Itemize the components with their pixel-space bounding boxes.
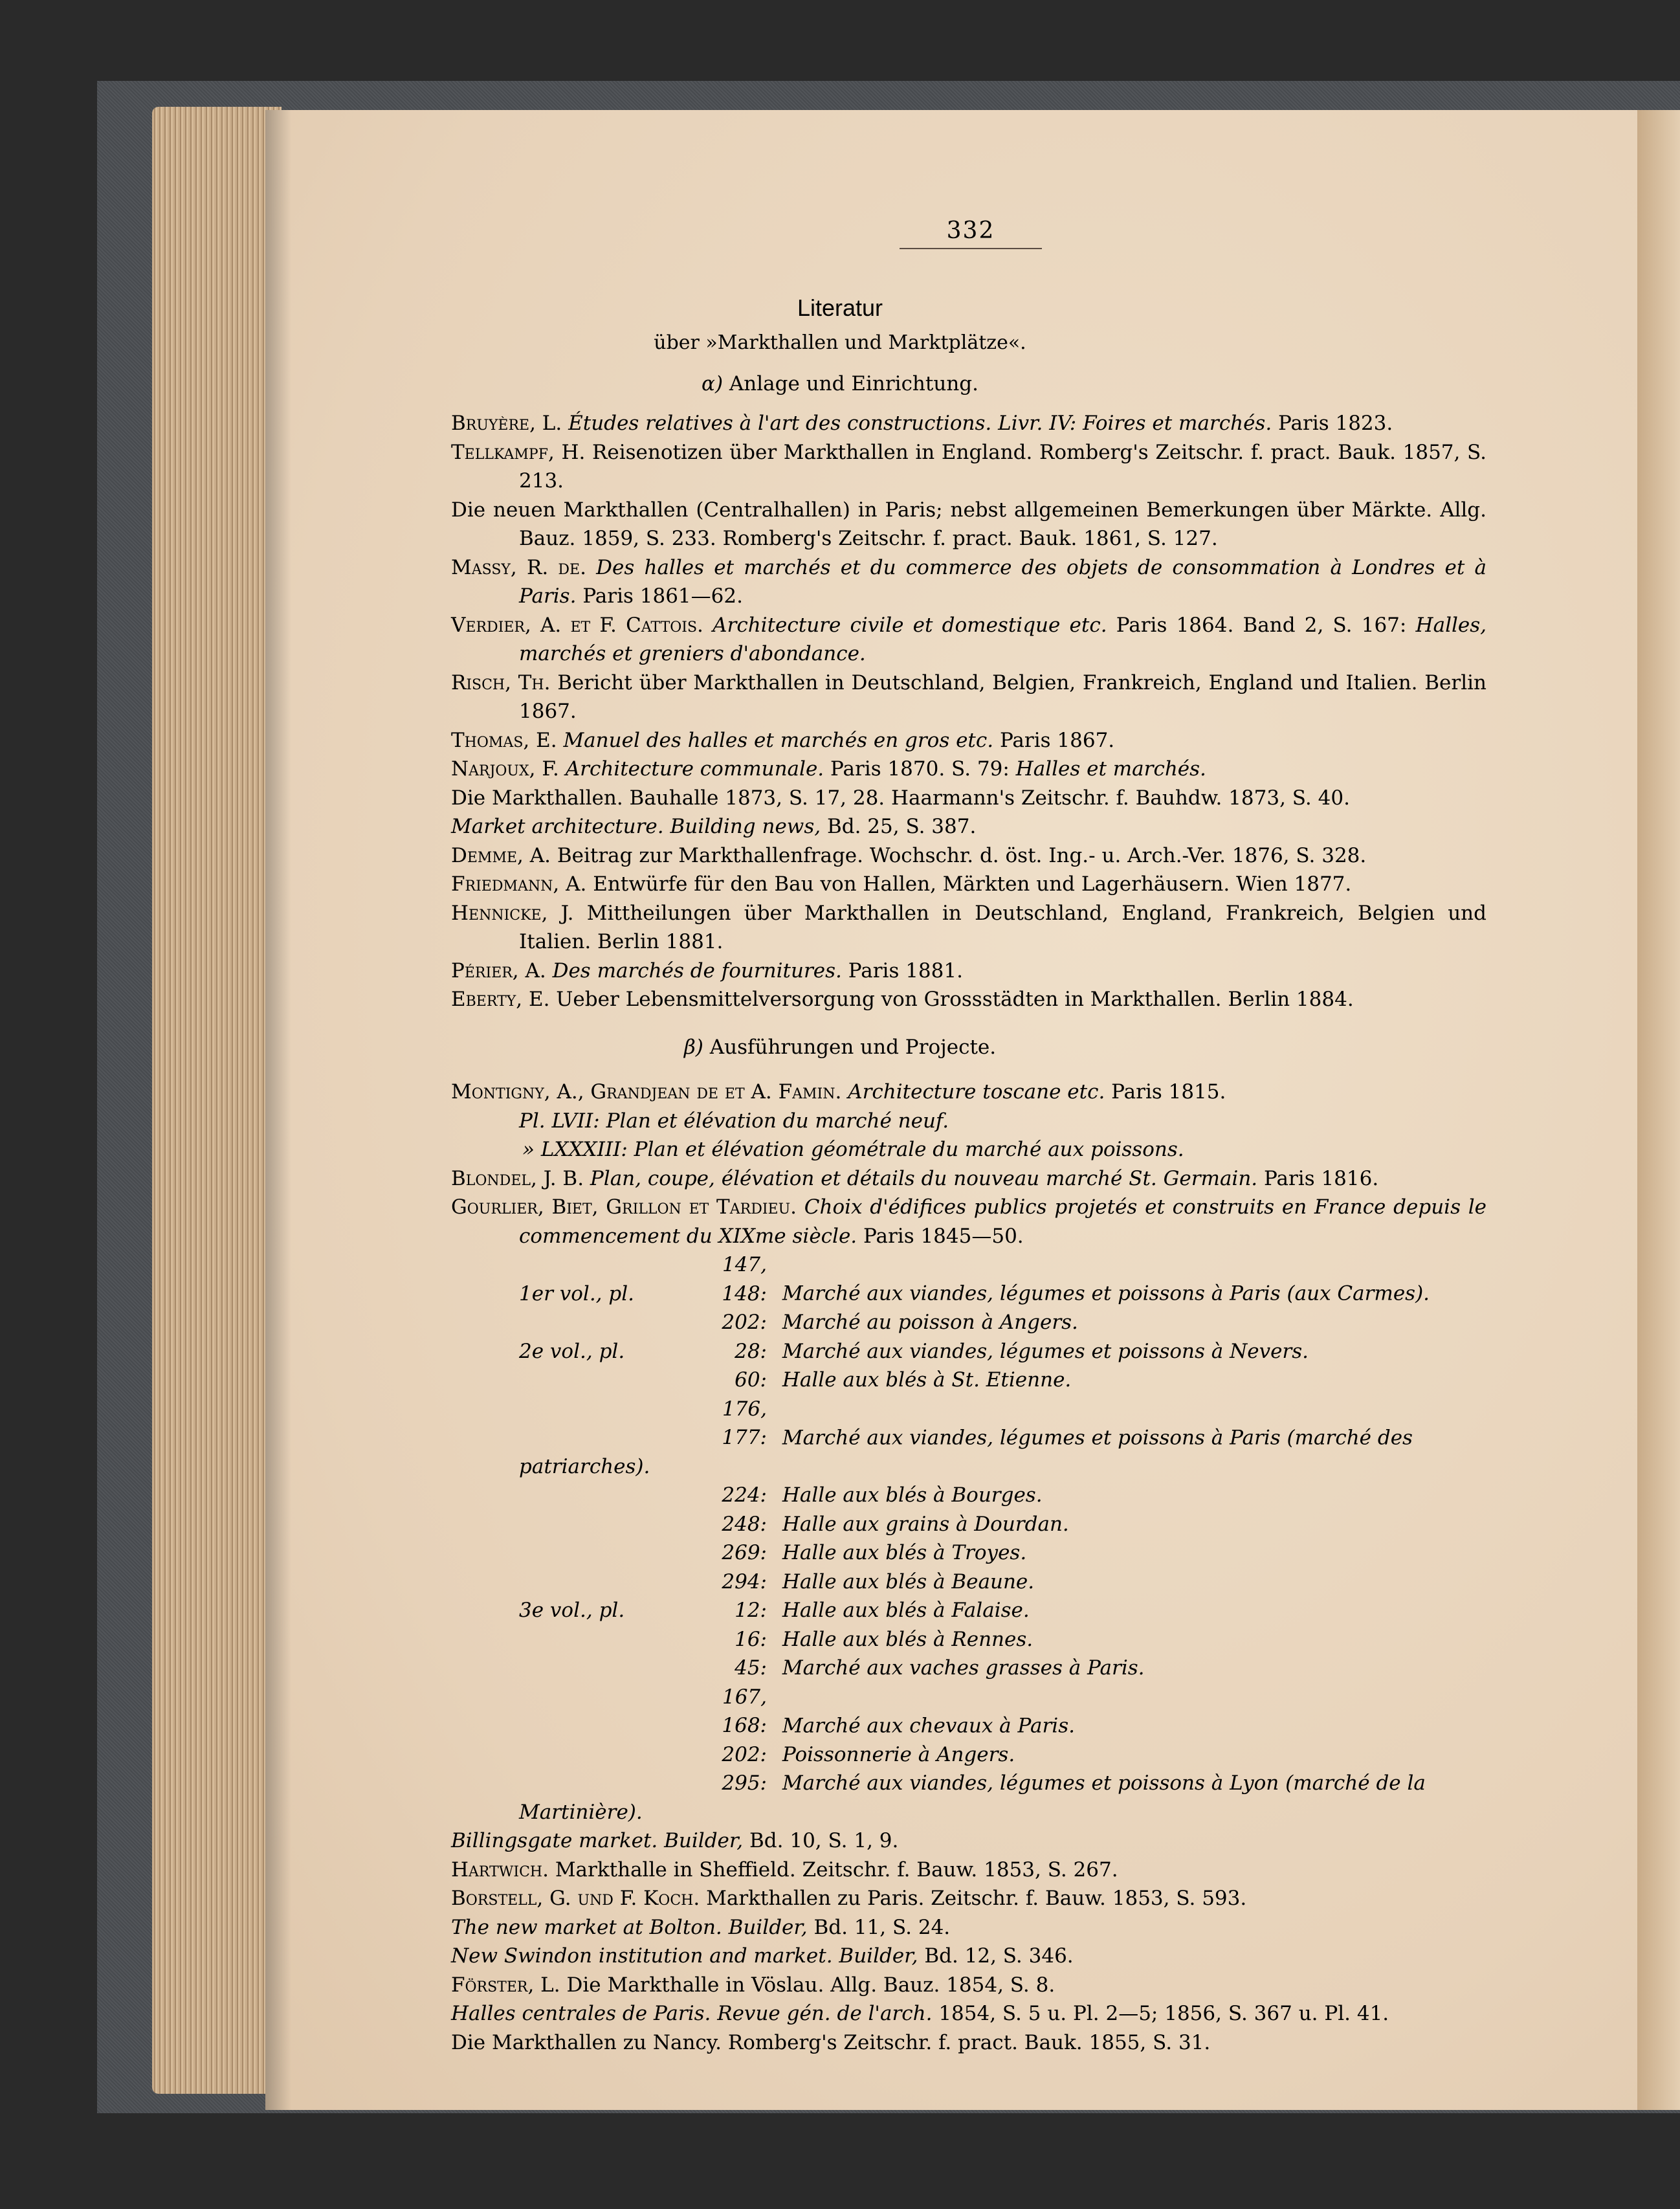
bibliography-entry: Borstell, G. und F. Koch. Markthallen zu Paris. Zeitschr. f. Bauw. 1853, S. 593. [451,1887,1247,1910]
plate-entry [451,1510,1487,1539]
plate-description: Marché aux viandes, légumes et poissons à Paris (aux Carmes). [782,1282,1430,1305]
plate-entry [451,1337,1487,1366]
plate-description: Halle aux blés à Beaune. [782,1570,1035,1593]
bibliography-entry: Förster, L. Die Markthalle in Vöslau. Allg. Bauz. 1854, S. 8. [451,1973,1056,1997]
plate-number: 176, 177: [722,1397,767,1449]
plate-entry [451,1538,1487,1568]
plate-entry [451,1481,1487,1510]
bibliography-entry: Risch, Th. Bericht über Markthallen in Deutschland, Belgien, Frankreich, England und Italien. Berlin 1867. [451,671,1487,723]
bibliography-entry: Die Markthallen. Bauhalle 1873, S. 17, 28. Haarmann's Zeitschr. f. Bauhdw. 1873, S. 40. [451,786,1350,810]
plate-entry [451,1683,1487,1740]
plate-description: Halle aux blés à Falaise. [782,1599,1030,1622]
plate-description: Halle aux grains à Dourdan. [782,1512,1069,1536]
plate-entry [451,1568,1487,1597]
bibliography-entry: Billingsgate market. Builder, Bd. 10, S. 1, 9. [451,1829,899,1852]
bibliography-entry: Blondel, J. B. Plan, coupe, élévation et détails du nouveau marché St. Germain. Paris 1816. [451,1166,1379,1190]
plate-number: 28: [735,1339,767,1363]
bibliography-entry: Verdier, A. et F. Cattois. Architecture civile et domestique etc. Paris 1864. Band 2, S. 167: Halles, marchés et greniers d'abondance. [451,613,1487,665]
plate-entry [451,1596,1487,1625]
section-heading-text: Ausführungen und Projecte. [709,1036,997,1059]
plate-number: 167, 168: [722,1685,767,1737]
volume-label: 3e vol., pl. [519,1599,625,1622]
bibliography-list-b [451,1078,1487,2057]
plate-description: Halle aux blés à St. Etienne. [782,1368,1072,1392]
plate-number: 269: [722,1541,767,1564]
volume-label: 2e vol., pl. [519,1339,625,1363]
bibliography-entry: Friedmann, A. Entwürfe für den Bau von Hallen, Märkten und Lagerhäusern. Wien 1877. [451,872,1352,896]
section-marker: α) [702,372,724,395]
plate-description: Marché au poisson à Angers. [782,1311,1078,1334]
plate-number: 295: [722,1771,767,1795]
bibliography-list-a [451,409,1487,1014]
bibliography-entry: Massy, R. de. Des halles et marchés et du commerce des objets de consommation à Londres et à Paris. Paris 1861—62. [451,555,1487,608]
page-title: Literatur [797,294,883,321]
bibliography-entry: Die neuen Markthallen (Centralhallen) in Paris; nebst allgemeinen Bemerkungen über Märkte. Allg. Bauz. 1859, S. 233. Romberg's Zeitschr. f. pract. Bauk. 1861, S. 127. [451,498,1487,550]
volume-label: 1er vol., pl. [519,1282,635,1305]
plate-number: 202: [722,1311,767,1334]
bibliography-entry: Narjoux, F. Architecture communale. Paris 1870. S. 79: Halles et marchés. [451,757,1206,781]
bibliography-entry: Hartwich. Markthalle in Sheffield. Zeitschr. f. Bauw. 1853, S. 267. [451,1858,1118,1882]
bibliography-entry: The new market at Bolton. Builder, Bd. 11, S. 24. [451,1915,951,1939]
bibliography-entry: Montigny, A., Grandjean de et A. Famin. Architecture toscane etc. Paris 1815. [451,1080,1226,1104]
plate-entry [451,1769,1487,1826]
bibliography-entry: New Swindon institution and market. Builder, Bd. 12, S. 346. [451,1944,1074,1968]
plate-description: Halle aux blés à Rennes. [782,1627,1033,1651]
page-number: 332 [900,217,1042,249]
page-gutter-shadow [265,110,291,2110]
plate-entry [451,1366,1487,1395]
plate-description: Marché aux vaches grasses à Paris. [782,1656,1145,1680]
plate-entry [451,1308,1487,1337]
plate-description: Marché aux chevaux à Paris. [782,1714,1075,1737]
plate-entry [451,1625,1487,1654]
plate-number: 60: [735,1368,767,1392]
section-heading-a [0,372,1680,395]
plate-reference: » LXXXIII: Plan et élévation géométrale du marché aux poissons. [522,1138,1184,1161]
plate-number: 45: [735,1656,767,1680]
bibliography-entry: Die Markthallen zu Nancy. Romberg's Zeitschr. f. pract. Bauk. 1855, S. 31. [451,2030,1211,2054]
plate-description: Marché aux viandes, légumes et poissons à Paris (marché des patriarches). [519,1426,1413,1478]
plate-number: 248: [722,1512,767,1536]
plate-reference: Pl. LVII: Plan et élévation du marché neuf. [519,1109,949,1133]
page-subtitle: über »Markthallen und Marktplätze«. [654,331,1026,354]
bibliography-entry: Périer, A. Des marchés de fournitures. Paris 1881. [451,959,963,982]
bibliography-entry: Bruyère, L. Études relatives à l'art des constructions. Livr. IV: Foires et marchés. Paris 1823. [451,412,1393,435]
plate-description: Poissonnerie à Angers. [782,1742,1015,1766]
plate-description: Halle aux blés à Bourges. [782,1483,1043,1507]
plate-number: 202: [722,1742,767,1766]
bibliography-entry: Gourlier, Biet, Grillon et Tardieu. Choix d'édifices publics projetés et construits en France depuis le commencement du XIXme siècle. Paris 1845—50. [451,1195,1487,1248]
bibliography-entry: Thomas, E. Manuel des halles et marchés en gros etc. Paris 1867. [451,728,1115,752]
plate-number: 12: [735,1599,767,1622]
plate-description: Marché aux viandes, légumes et poissons à Nevers. [782,1339,1309,1363]
bibliography-entry: Market architecture. Building news, Bd. 25, S. 387. [451,815,977,838]
section-heading-text: Anlage und Einrichtung. [729,372,978,395]
plate-list [451,1250,1487,1826]
plate-number: 294: [722,1570,767,1593]
plate-description: Marché aux viandes, légumes et poissons à Lyon (marché de la Martinière). [519,1771,1426,1824]
page-edges [152,107,282,2094]
plate-entry [451,1654,1487,1683]
plate-number: 16: [735,1627,767,1651]
section-heading-b [0,1036,1680,1059]
bibliography-entry: Demme, A. Beitrag zur Markthallenfrage. Wochschr. d. öst. Ing.- u. Arch.-Ver. 1876, S. 328. [451,843,1367,867]
facing-page-edge [1637,110,1680,2110]
plate-number: 147, 148: [722,1253,767,1305]
plate-entry [451,1740,1487,1770]
section-marker: β) [683,1036,703,1059]
bibliography-entry: Tellkampf, H. Reisenotizen über Markthallen in England. Romberg's Zeitschr. f. pract. Bauk. 1857, S. 213. [451,440,1487,493]
bibliography-entry: Halles centrales de Paris. Revue gén. de l'arch. 1854, S. 5 u. Pl. 2—5; 1856, S. 367 u. Pl. 41. [451,2002,1389,2025]
bibliography-entry: Eberty, E. Ueber Lebensmittelversorgung von Grossstädten in Markthallen. Berlin 1884. [451,988,1354,1011]
bibliography-entry: Hennicke, J. Mittheilungen über Markthallen in Deutschland, England, Frankreich, Belgien und Italien. Berlin 1881. [451,901,1487,953]
plate-number: 224: [722,1483,767,1507]
plate-description: Halle aux blés à Troyes. [782,1541,1027,1564]
plate-entry [451,1395,1487,1482]
plate-entry [451,1250,1487,1308]
